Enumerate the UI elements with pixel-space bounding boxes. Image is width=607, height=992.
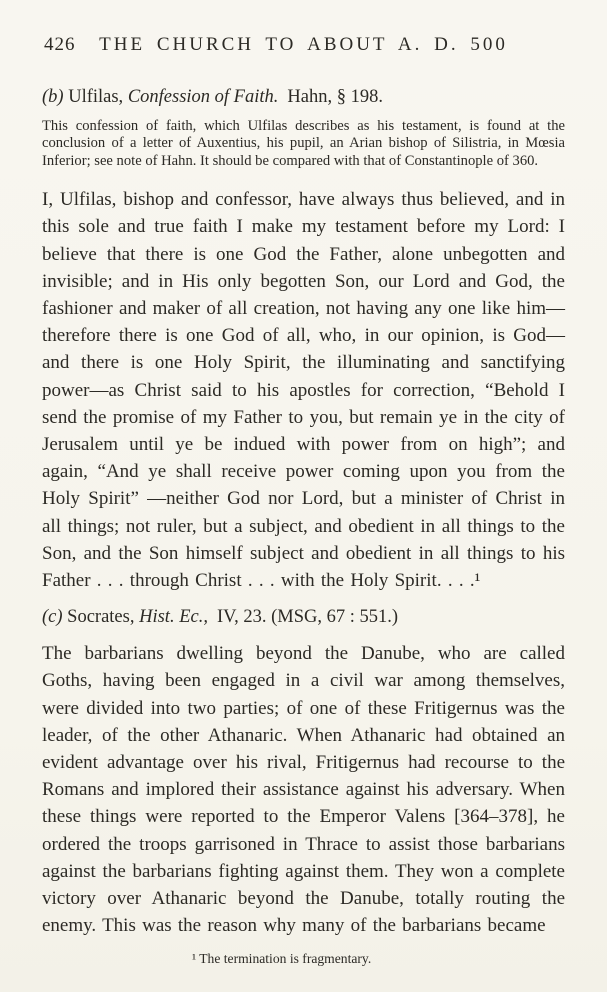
section-c-reference: IV, 23. (MSG, 67 : 551.) [216, 607, 399, 628]
section-b-work-title: Confession of Faith. [127, 87, 279, 107]
section-b-author: Ulfilas, [68, 87, 124, 107]
section-b-editor-note: This confession of faith, which Ulfilas describes as his testament, is found at the conclusion of a letter of Auxentius, his pupil, an Arian bishop of Silistria, in Mœsia Inferior; see note of Hahn. It should be compared with that of Constantinople of 360. [42, 118, 565, 169]
section-c-body-text: The barbarians dwelling beyond the Danube, who are called Goths, having been engaged in a civil war among themselves, were divided into two parties; of one of these Fritigernus was the leader, of the other Athanaric. When Athanaric had obtained an evident advantage over his rival, Fritigernus had recourse to the Romans and implored their assistance against his adversary. When these things were reported to the Emperor Valens [364–378], he ordered the troops garrisoned in Thrace to assist those barbarians against the barbarians fighting against them. They won a complete victory over Athanaric beyond the Danube, totally routing the enemy. This was the reason why many of the barbarians became [42, 643, 565, 937]
section-b-body-text: I, Ulfilas, bishop and confessor, have always thus believed, and in this sole and true faith I make my testament before my Lord: I believe that there is one God the Father, alone unbegotten and invisible; and in His only begotten Son, our Lord and God, the fashioner and maker of all creation, not having any one like him—therefore there is one God of all, who, in our opinion, is God—and there is one Holy Spirit, the illuminating and sanctifying power—as Christ said to his apostles for correction, “Behold I send the promise of my Father to you, but remain ye in the city of Jerusalem until ye be indued with power from on high”; and again, “And ye shall receive power coming upon you from the Holy Spirit” —neither God nor Lord, but a minister of Christ in all things; not ruler, but a subject, and obedient in all things to the Son, and the Son himself subject and obedient in all things to his Father . . . through Christ . . . with the Holy Spirit. . . .¹ [42, 189, 566, 592]
section-c-author: Socrates, [67, 607, 135, 628]
section-c-work-title: Hist. Ec., [139, 607, 208, 628]
footnote: ¹ The termination is fragmentary. [192, 950, 372, 966]
page-header [42, 34, 565, 60]
running-title: THE CHURCH TO ABOUT A. D. 500 [99, 34, 508, 55]
section-c-heading [42, 604, 565, 630]
section-b-label: (b) [42, 87, 64, 107]
section-b-reference: Hahn, § 198. [287, 87, 383, 107]
section-b-heading [42, 84, 565, 110]
page-number: 426 [44, 34, 76, 55]
section-c-label: (c) [42, 607, 63, 628]
